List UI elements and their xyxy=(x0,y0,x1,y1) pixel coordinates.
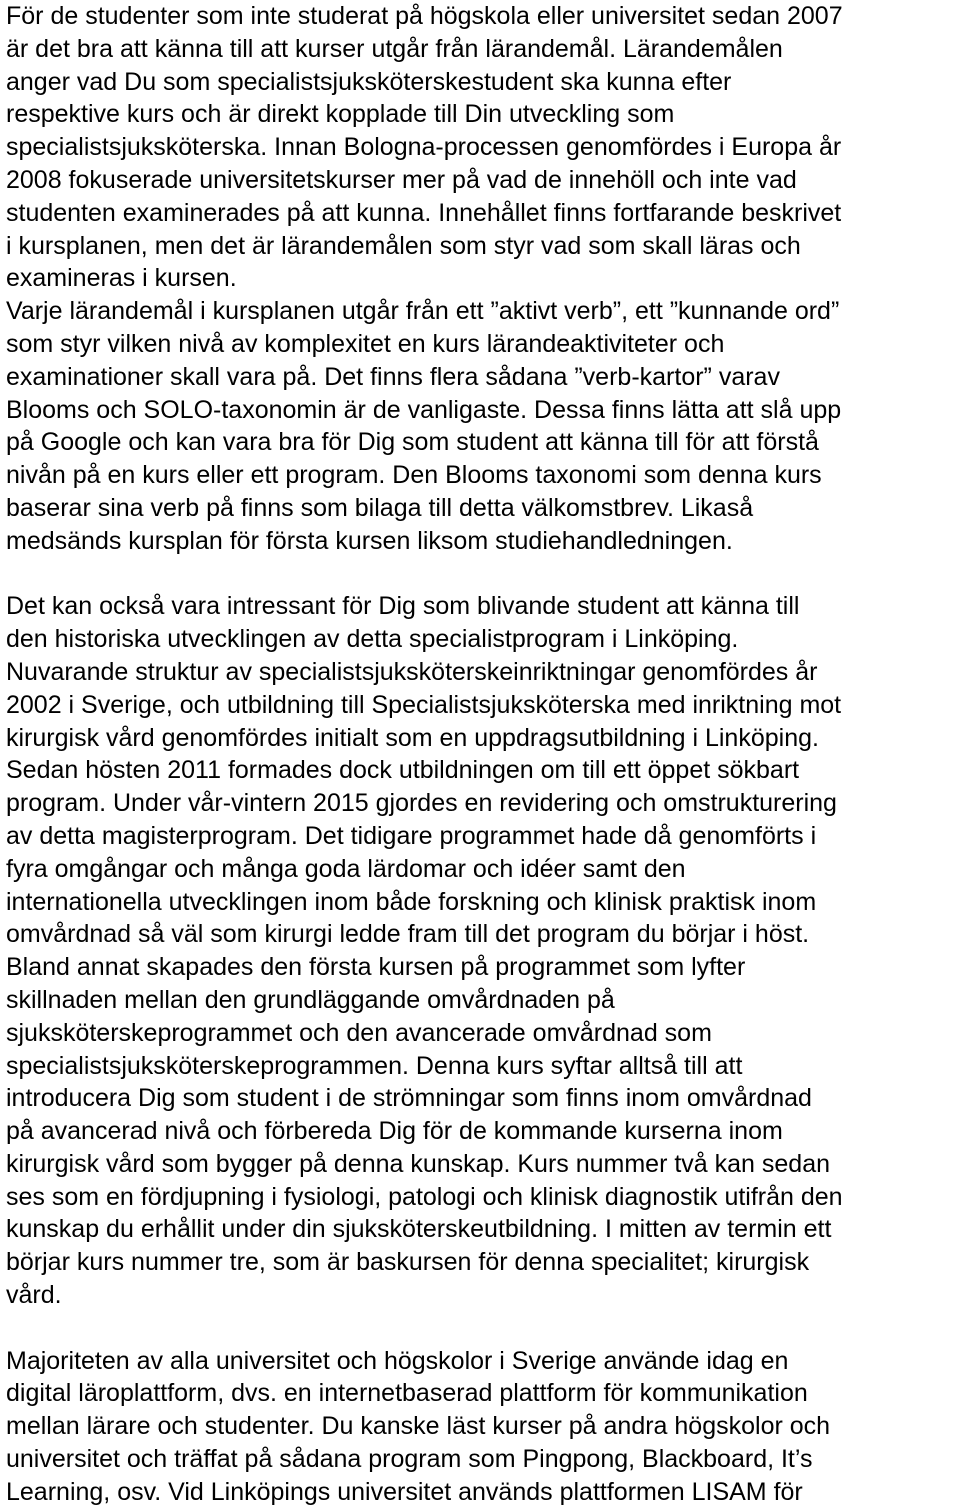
text-line: kirurgisk vård som bygger på denna kunskap. Kurs nummer två kan sedan xyxy=(6,1149,831,1178)
text-line: av detta magisterprogram. Det tidigare programmet hade då genomförts i xyxy=(6,821,817,850)
text-line: i kursplanen, men det är lärandemålen som styr vad som skall läras och xyxy=(6,231,801,260)
paragraph xyxy=(6,1345,958,1509)
text-line: 2002 i Sverige, och utbildning till Specialistsjuksköterska med inriktning mot xyxy=(6,690,842,719)
paragraph-gap xyxy=(6,558,958,591)
paragraph-gap xyxy=(6,1312,958,1345)
text-line: nivån på en kurs eller ett program. Den Blooms taxonomi som denna kurs xyxy=(6,461,822,490)
document-page xyxy=(6,0,958,1509)
paragraph xyxy=(6,0,958,558)
text-line: skillnaden mellan den grundläggande omvårdnaden på xyxy=(6,985,615,1014)
text-line: vård. xyxy=(6,1281,62,1310)
text-line: introducera Dig som student i de strömningar som finns inom omvårdnad xyxy=(6,1084,812,1113)
text-line: anger vad Du som specialistsjuksköterskestudent ska kunna efter xyxy=(6,67,732,96)
text-line: kunskap du erhållit under din sjuksköterskeutbildning. I mitten av termin ett xyxy=(6,1215,832,1244)
text-line: digital läroplattform, dvs. en internetbaserad plattform för kommunikation xyxy=(6,1379,808,1408)
text-line: på Google och kan vara bra för Dig som student att känna till för att förstå xyxy=(6,428,819,457)
text-line: studenten examinerades på att kunna. Innehållet finns fortfarande beskrivet xyxy=(6,198,842,227)
text-line: För de studenter som inte studerat på högskola eller universitet sedan 2007 xyxy=(6,2,843,30)
text-line: specialistsjuksköterska. Innan Bologna-processen genomfördes i Europa år xyxy=(6,133,842,162)
text-line: på avancerad nivå och förbereda Dig för de kommande kurserna inom xyxy=(6,1117,783,1146)
text-line: program. Under vår-vintern 2015 gjordes en revidering och omstrukturering xyxy=(6,789,837,818)
paragraph xyxy=(6,590,958,1312)
text-line: är det bra att känna till att kurser utgår från lärandemål. Lärandemålen xyxy=(6,34,783,63)
text-line: Nuvarande struktur av specialistsjuksköterskeinriktningar genomfördes år xyxy=(6,657,818,686)
text-line: kirurgisk vård genomfördes initialt som en uppdragsutbildning i Linköping. xyxy=(6,723,819,752)
text-line: universitet och träffat på sådana program som Pingpong, Blackboard, It’s xyxy=(6,1445,813,1474)
text-line: Blooms och SOLO-taxonomin är de vanligaste. Dessa finns lätta att slå upp xyxy=(6,395,842,424)
text-line: baserar sina verb på finns som bilaga till detta välkomstbrev. Likaså xyxy=(6,493,754,522)
text-line: Varje lärandemål i kursplanen utgår från ett ”aktivt verb”, ett ”kunnande ord” xyxy=(6,297,840,326)
text-line: specialistsjuksköterskeprogrammen. Denna kurs syftar alltså till att xyxy=(6,1051,743,1080)
text-line: börjar kurs nummer tre, som är baskursen för denna specialitet; kirurgisk xyxy=(6,1248,810,1277)
text-line: internationella utvecklingen inom både forskning och klinisk praktisk inom xyxy=(6,887,817,916)
text-line: Sedan hösten 2011 formades dock utbildningen om till ett öppet sökbart xyxy=(6,756,800,785)
text-line: ses som en fördjupning i fysiologi, patologi och klinisk diagnostik utifrån den xyxy=(6,1182,843,1211)
text-line: respektive kurs och är direkt kopplade till Din utveckling som xyxy=(6,100,675,129)
text-line: examinationer skall vara på. Det finns flera sådana ”verb-kartor” varav xyxy=(6,362,780,391)
text-line: examineras i kursen. xyxy=(6,264,237,293)
text-line: Majoriteten av alla universitet och högskolor i Sverige använde idag en xyxy=(6,1346,789,1375)
text-line: 2008 fokuserade universitetskurser mer på vad de innehöll och inte vad xyxy=(6,165,797,194)
text-line: Learning, osv. Vid Linköpings universitet används plattformen LISAM för xyxy=(6,1477,803,1506)
text-line: omvårdnad så väl som kirurgi ledde fram till det program du börjar i höst. xyxy=(6,920,810,949)
text-line: fyra omgångar och många goda lärdomar och idéer samt den xyxy=(6,854,686,883)
text-line: mellan lärare och studenter. Du kanske läst kurser på andra högskolor och xyxy=(6,1412,831,1441)
text-line: Det kan också vara intressant för Dig som blivande student att känna till xyxy=(6,592,800,621)
text-line: Bland annat skapades den första kursen på programmet som lyfter xyxy=(6,953,746,982)
text-line: som styr vilken nivå av komplexitet en kurs lärandeaktiviteter och xyxy=(6,329,725,358)
text-line: medsänds kursplan för första kursen liksom studiehandledningen. xyxy=(6,526,733,555)
text-line: den historiska utvecklingen av detta specialistprogram i Linköping. xyxy=(6,625,739,654)
text-line: sjuksköterskeprogrammet och den avancerade omvårdnad som xyxy=(6,1018,712,1047)
